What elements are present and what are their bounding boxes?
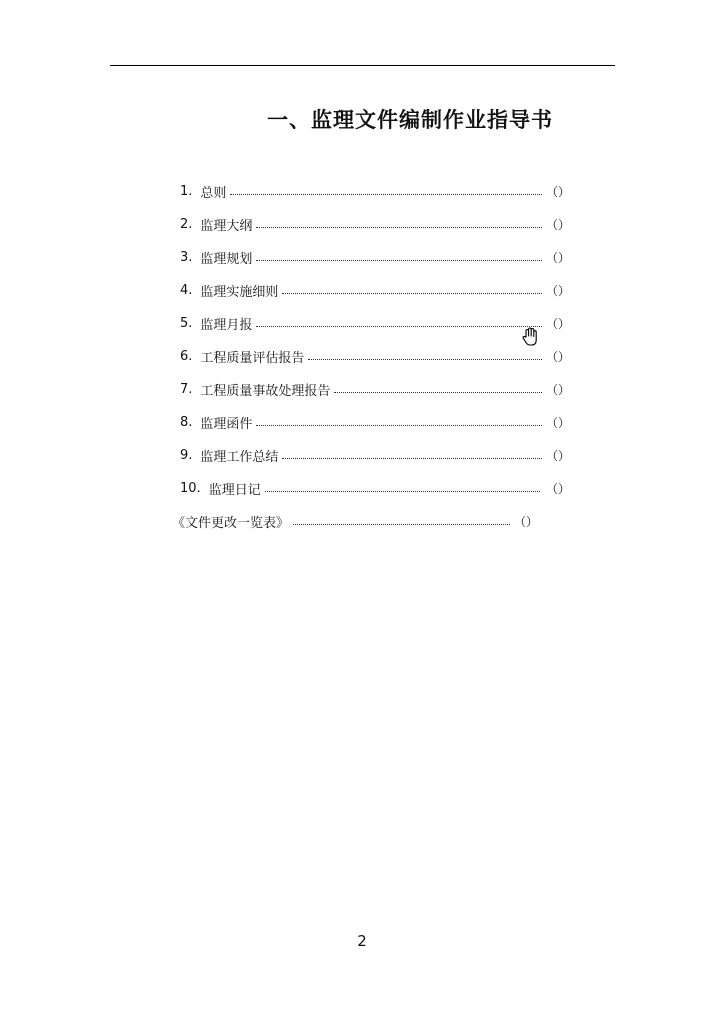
- toc-appendix-page: （）: [513, 515, 538, 529]
- toc-item[interactable]: [180, 439, 570, 472]
- toc-item-number: 5.: [180, 316, 193, 331]
- toc-item[interactable]: [180, 472, 570, 505]
- toc-appendix-label: 《文件更改一览表》: [172, 516, 290, 531]
- toc-item-number: 9.: [180, 448, 193, 463]
- toc-item-page: （）: [545, 350, 570, 364]
- hand-pointer-icon: [520, 326, 542, 348]
- dot-leader: [282, 293, 542, 294]
- toc-item-label: 监理实施细则: [200, 285, 279, 300]
- toc-item-label: 工程质量事故处理报告: [200, 384, 331, 399]
- toc-item-number: 6.: [180, 349, 193, 364]
- toc-appendix-item[interactable]: [172, 505, 538, 538]
- dot-leader: [256, 227, 542, 228]
- dot-leader: [256, 260, 542, 261]
- toc-item[interactable]: [180, 274, 570, 307]
- dot-leader: [293, 524, 510, 525]
- page-number: 2: [357, 932, 367, 950]
- dot-leader: [230, 194, 542, 195]
- toc-item[interactable]: [180, 241, 570, 274]
- toc-item[interactable]: [180, 406, 570, 439]
- page-title: 一、监理文件编制作业指导书: [267, 108, 553, 132]
- toc-item-page: （）: [545, 416, 570, 430]
- toc-item-number: 7.: [180, 382, 193, 397]
- toc-item-label: 监理函件: [200, 417, 253, 432]
- toc-item[interactable]: [180, 175, 570, 208]
- toc-item-page: （）: [545, 218, 570, 232]
- table-of-contents: [172, 175, 570, 538]
- toc-item-page: （）: [545, 284, 570, 298]
- toc-item[interactable]: [180, 208, 570, 241]
- dot-leader: [265, 491, 540, 492]
- toc-item-label: 监理规划: [200, 252, 253, 267]
- toc-item-label: 工程质量评估报告: [200, 351, 305, 366]
- toc-item-label: 监理大纲: [200, 219, 253, 234]
- toc-item[interactable]: [180, 373, 570, 406]
- toc-item[interactable]: [180, 340, 570, 373]
- dot-leader: [334, 392, 542, 393]
- toc-item-page: （）: [545, 449, 570, 463]
- toc-item-page: （）: [545, 251, 570, 265]
- toc-item-number: 2.: [180, 217, 193, 232]
- toc-item-number: 10.: [180, 481, 201, 496]
- toc-item[interactable]: [180, 307, 570, 340]
- dot-leader: [308, 359, 542, 360]
- header-rule: [110, 65, 615, 66]
- dot-leader: [256, 425, 542, 426]
- toc-item-page: （）: [545, 185, 570, 199]
- dot-leader: [256, 326, 542, 327]
- toc-item-page: （）: [545, 383, 570, 397]
- toc-item-number: 8.: [180, 415, 193, 430]
- toc-item-page: （）: [545, 482, 570, 496]
- toc-item-page: （）: [545, 317, 570, 331]
- toc-item-label: 总则: [200, 186, 227, 201]
- toc-item-label: 监理月报: [200, 318, 253, 333]
- toc-item-number: 1.: [180, 184, 193, 199]
- dot-leader: [282, 458, 542, 459]
- toc-item-number: 4.: [180, 283, 193, 298]
- toc-item-label: 监理工作总结: [200, 450, 279, 465]
- toc-item-number: 3.: [180, 250, 193, 265]
- toc-item-label: 监理日记: [208, 483, 261, 498]
